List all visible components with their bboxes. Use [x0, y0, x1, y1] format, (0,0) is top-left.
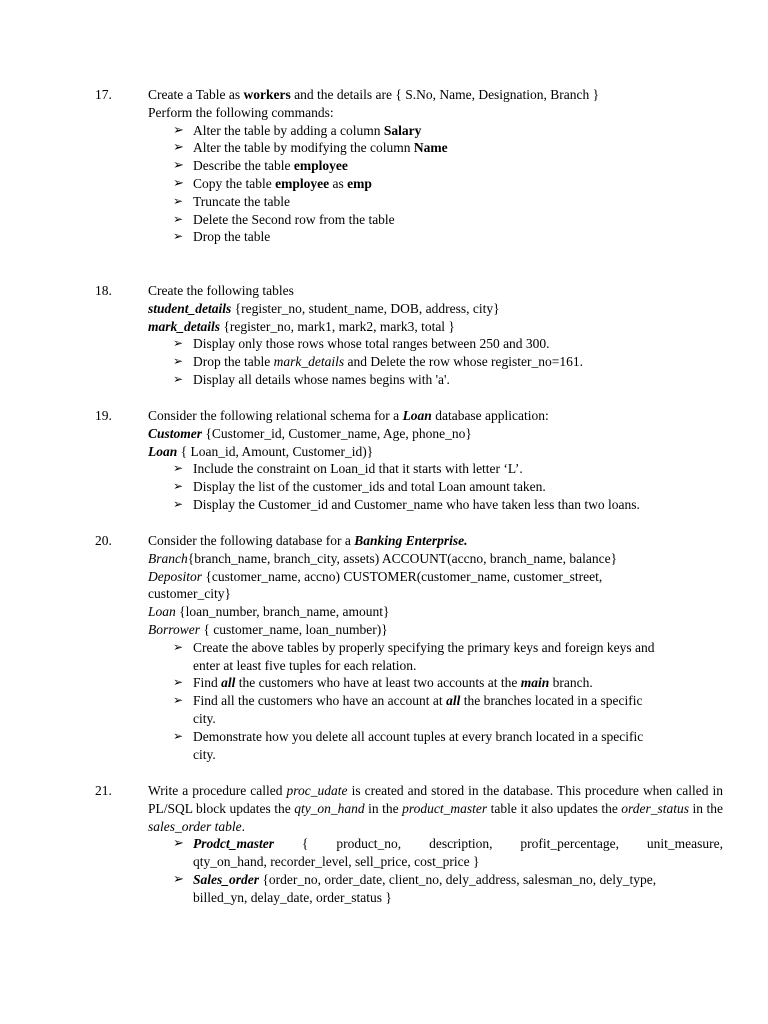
list-item: ➢ Create the above tables by properly specifying the primary keys and foreign keys and enter at least five tuples for each relation.	[173, 639, 655, 673]
question-17	[95, 86, 723, 246]
arrow-bullet-icon: ➢	[173, 836, 184, 852]
arrow-bullet-icon: ➢	[173, 871, 184, 887]
question-number: 17.	[95, 87, 112, 102]
list-item: ➢ Prodct_master { product_no, description, profit_percentage, unit_measure, qty_on_hand, recorder_level, sell_price, cost_price }	[173, 836, 723, 870]
task-list	[148, 335, 723, 388]
list-item: ➢ Demonstrate how you delete all account tuples at every branch located in a specific city.	[173, 728, 644, 762]
list-item: ➢ Find all the customers who have at least two accounts at the main branch.	[173, 675, 593, 691]
question-18	[95, 282, 723, 389]
table-list	[148, 835, 723, 906]
arrow-bullet-icon: ➢	[173, 122, 184, 138]
schema-line: student_details {register_no, student_name, DOB, address, city}	[148, 300, 500, 316]
arrow-bullet-icon: ➢	[173, 336, 184, 351]
question-number: 20.	[95, 533, 112, 548]
arrow-bullet-icon: ➢	[173, 354, 184, 369]
list-item: ➢ Delete the Second row from the table	[173, 211, 395, 227]
list-item: ➢ Display all details whose names begins with 'a'.	[173, 371, 450, 387]
list-item: ➢ Describe the table employee	[173, 158, 348, 174]
schema-line: Loan { Loan_id, Amount, Customer_id)}	[148, 443, 374, 459]
arrow-bullet-icon: ➢	[173, 675, 184, 690]
arrow-bullet-icon: ➢	[173, 193, 184, 208]
schema-line: Loan {loan_number, branch_name, amount}	[148, 604, 390, 620]
question-21	[95, 782, 723, 907]
schema-line: Depositor {customer_name, accno) CUSTOMER(customer_name, customer_street,	[148, 568, 603, 584]
arrow-bullet-icon: ➢	[173, 140, 184, 156]
list-item: ➢ Find all the customers who have an account at all the branches located in a specific city.	[173, 693, 643, 726]
list-item: ➢ Drop the table	[173, 229, 271, 245]
command-list	[148, 122, 723, 247]
schema-line: mark_details {register_no, mark1, mark2, mark3, total }	[148, 318, 455, 334]
arrow-bullet-icon: ➢	[173, 496, 184, 511]
question-number: 18.	[95, 283, 112, 298]
schema-line: customer_city}	[148, 586, 231, 602]
question-text: Create a Table as workers and the details are { S.No, Name, Designation, Branch }	[148, 87, 600, 102]
question-number: 19.	[95, 408, 112, 423]
list-item: ➢ Display the Customer_id and Customer_name who have taken less than two loans.	[173, 496, 640, 512]
schema-line: Customer {Customer_id, Customer_name, Age, phone_no}	[148, 425, 472, 441]
arrow-bullet-icon: ➢	[173, 211, 184, 226]
task-list	[148, 639, 723, 764]
list-item: ➢ Include the constraint on Loan_id that it starts with letter ‘L’.	[173, 461, 523, 477]
arrow-bullet-icon: ➢	[173, 158, 184, 174]
list-item: ➢ Drop the table mark_details and Delete the row whose register_no=161.	[173, 354, 584, 370]
question-number: 21.	[95, 783, 112, 798]
arrow-bullet-icon: ➢	[173, 229, 184, 244]
schema-line: Branch{branch_name, branch_city, assets) ACCOUNT(accno, branch_name, balance}	[148, 550, 618, 566]
list-item: ➢ Alter the table by adding a column Salary	[173, 122, 422, 138]
list-item: ➢ Copy the table employee as emp	[173, 175, 372, 191]
arrow-bullet-icon: ➢	[173, 639, 184, 654]
list-item: ➢ Display the list of the customer_ids and total Loan amount taken.	[173, 479, 546, 495]
arrow-bullet-icon: ➢	[173, 693, 184, 708]
arrow-bullet-icon: ➢	[173, 461, 184, 476]
question-text: Create the following tables	[148, 283, 294, 298]
question-text: Perform the following commands:	[148, 104, 334, 120]
arrow-bullet-icon: ➢	[173, 728, 184, 743]
question-20	[95, 532, 723, 763]
arrow-bullet-icon: ➢	[173, 175, 184, 191]
question-text: Consider the following relational schema for a Loan database application:	[148, 408, 549, 423]
task-list	[148, 460, 723, 513]
arrow-bullet-icon: ➢	[173, 479, 184, 494]
question-19	[95, 407, 723, 514]
list-item: ➢ Alter the table by modifying the column Name	[173, 140, 448, 156]
question-text: Consider the following database for a Banking Enterprise.	[148, 533, 468, 548]
list-item: ➢ Truncate the table	[173, 193, 290, 209]
schema-line: Borrower { customer_name, loan_number)}	[148, 621, 388, 637]
arrow-bullet-icon: ➢	[173, 371, 184, 386]
list-item: ➢ Display only those rows whose total ranges between 250 and 300.	[173, 336, 550, 352]
list-item: ➢ Sales_order {order_no, order_date, client_no, dely_address, salesman_no, dely_type, billed_yn, delay_date, order_status }	[173, 871, 657, 905]
question-paragraph: Write a procedure called proc_udate is created and stored in the database. This procedure when called in PL/SQL block updates the qty_on_hand in the product_master table it also updates the order_status in the sales_order table.	[148, 783, 724, 834]
